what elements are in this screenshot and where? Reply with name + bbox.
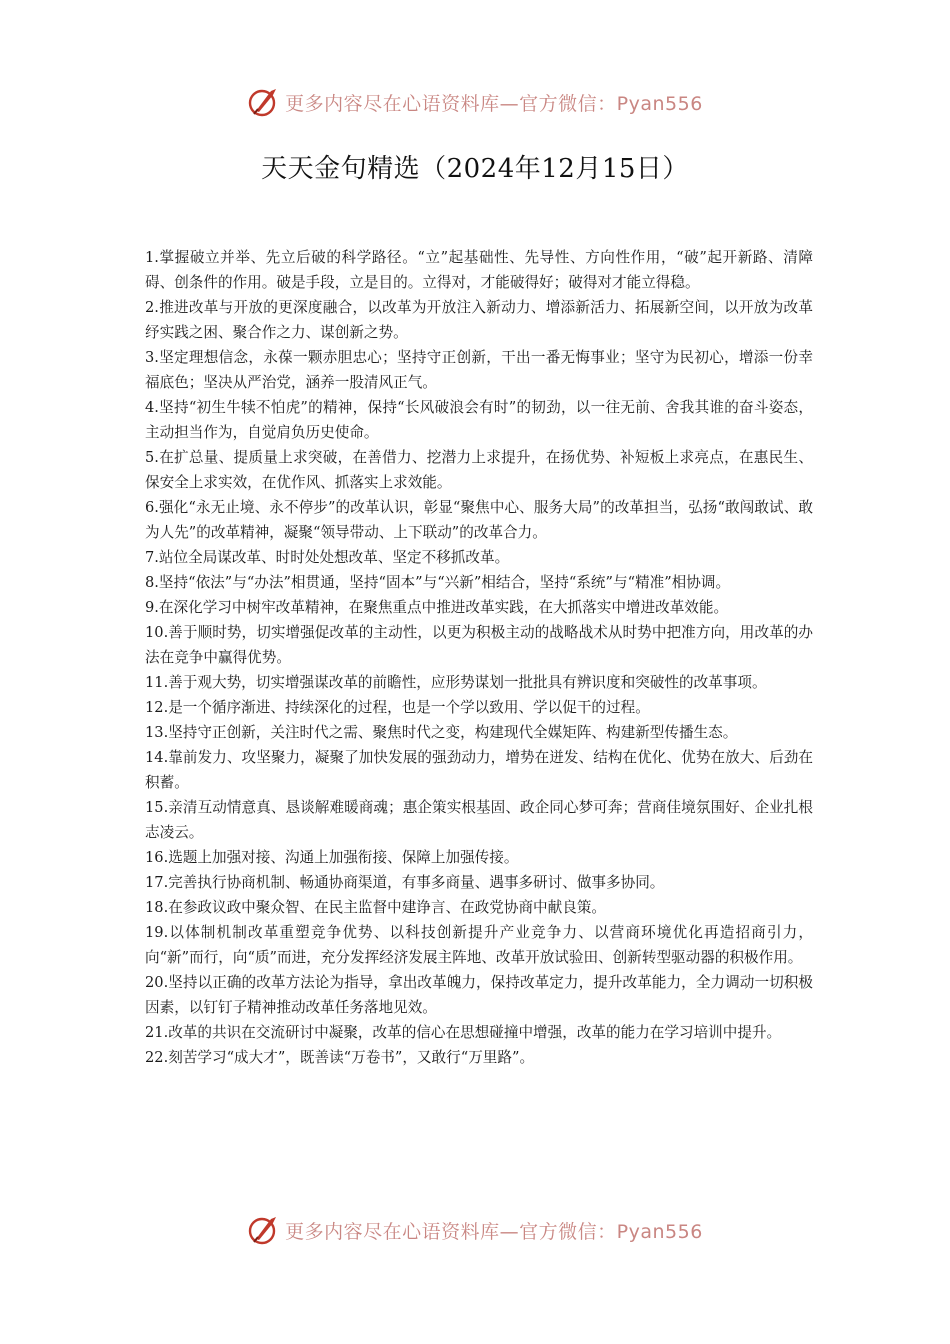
watermark-text: 更多内容尽在心语资料库—官方微信：Pyan556 xyxy=(285,1220,703,1243)
list-item: 18.在参政议政中聚众智、在民主监督中建诤言、在政党协商中献良策。 xyxy=(145,899,607,916)
list-item: 7.站位全局谋改革、时时处处想改革、坚定不移抓改革。 xyxy=(145,549,510,566)
list-item: 5.在扩总量、提质量上求突破，在善借力、挖潜力上求提升，在扬优势、补短板上求亮点，在惠民生、保安全上求实效，在优作风、抓落实上求效能。 xyxy=(145,449,813,491)
quill-logo-icon xyxy=(247,1213,281,1247)
list-item: 3.坚定理想信念，永葆一颗赤胆忠心；坚持守正创新，干出一番无悔事业；坚守为民初心，增添一份幸福底色；坚决从严治党，涵养一股清风正气。 xyxy=(145,349,813,391)
footer-watermark-banner xyxy=(0,1210,950,1250)
list-item: 6.强化“永无止境、永不停步”的改革认识，彰显“聚焦中心、服务大局”的改革担当，弘扬“敢闯敢试、敢为人先”的改革精神，凝聚“领导带动、上下联动”的改革合力。 xyxy=(145,499,813,541)
list-item: 4.坚持“初生牛犊不怕虎”的精神，保持“长风破浪会有时”的韧劲，以一往无前、舍我其谁的奋斗姿态，主动担当作为，自觉肩负历史使命。 xyxy=(145,399,813,441)
list-item: 10.善于顺时势，切实增强促改革的主动性，以更为积极主动的战略战术从时势中把准方向，用改革的办法在竞争中赢得优势。 xyxy=(145,624,813,666)
list-item: 9.在深化学习中树牢改革精神，在聚焦重点中推进改革实践，在大抓落实中增进改革效能。 xyxy=(145,599,729,616)
list-item: 2.推进改革与开放的更深度融合，以改革为开放注入新动力、增添新活力、拓展新空间，以开放为改革纾实践之困、聚合作之力、谋创新之势。 xyxy=(145,299,813,341)
quill-logo-icon xyxy=(247,85,281,119)
list-item: 21.改革的共识在交流研讨中凝聚，改革的信心在思想碰撞中增强，改革的能力在学习培训中提升。 xyxy=(145,1024,782,1041)
quote-list xyxy=(145,245,813,1070)
list-item: 19.以体制机制改革重塑竞争优势、以科技创新提升产业竞争力、以营商环境优化再造招商引力，向“新”而行，向“质”而进，充分发挥经济发展主阵地、改革开放试验田、创新转型驱动器的积极作用。 xyxy=(145,924,813,966)
list-item: 17.完善执行协商机制、畅通协商渠道，有事多商量、遇事多研讨、做事多协同。 xyxy=(145,874,665,891)
list-item: 14.靠前发力、攻坚聚力，凝聚了加快发展的强劲动力，增势在迸发、结构在优化、优势在放大、后劲在积蓄。 xyxy=(145,749,813,791)
list-item: 13.坚持守正创新，关注时代之需、聚焦时代之变，构建现代全媒矩阵、构建新型传播生态。 xyxy=(145,724,738,741)
page-title: 天天金句精选（2024年12月15日） xyxy=(261,154,689,184)
list-item: 15.亲清互动情意真、恳谈解难暖商魂；惠企策实根基固、政企同心梦可奔；营商佳境氛围好、企业扎根志凌云。 xyxy=(145,799,813,841)
watermark-text: 更多内容尽在心语资料库—官方微信：Pyan556 xyxy=(285,92,703,115)
list-item: 22.刻苦学习“成大才”，既善读“万卷书”，又敢行“万里路”。 xyxy=(145,1049,535,1066)
header-watermark-banner xyxy=(0,82,950,122)
list-item: 11.善于观大势，切实增强谋改革的前瞻性，应形势谋划一批批具有辨识度和突破性的改革事项。 xyxy=(145,674,767,691)
list-item: 8.坚持“依法”与“办法”相贯通，坚持“固本”与“兴新”相结合，坚持“系统”与“精准”相协调。 xyxy=(145,574,731,591)
list-item: 20.坚持以正确的改革方法论为指导，拿出改革魄力，保持改革定力，提升改革能力，全力调动一切积极因素，以钉钉子精神推动改革任务落地见效。 xyxy=(145,974,813,1016)
list-item: 12.是一个循序渐进、持续深化的过程，也是一个学以致用、学以促干的过程。 xyxy=(145,699,650,716)
list-item: 1.掌握破立并举、先立后破的科学路径。“立”起基础性、先导性、方向性作用，“破”起开新路、清障碍、创条件的作用。破是手段，立是目的。立得对，才能破得好；破得对才能立得稳。 xyxy=(145,249,813,291)
list-item: 16.选题上加强对接、沟通上加强衔接、保障上加强传接。 xyxy=(145,849,519,866)
